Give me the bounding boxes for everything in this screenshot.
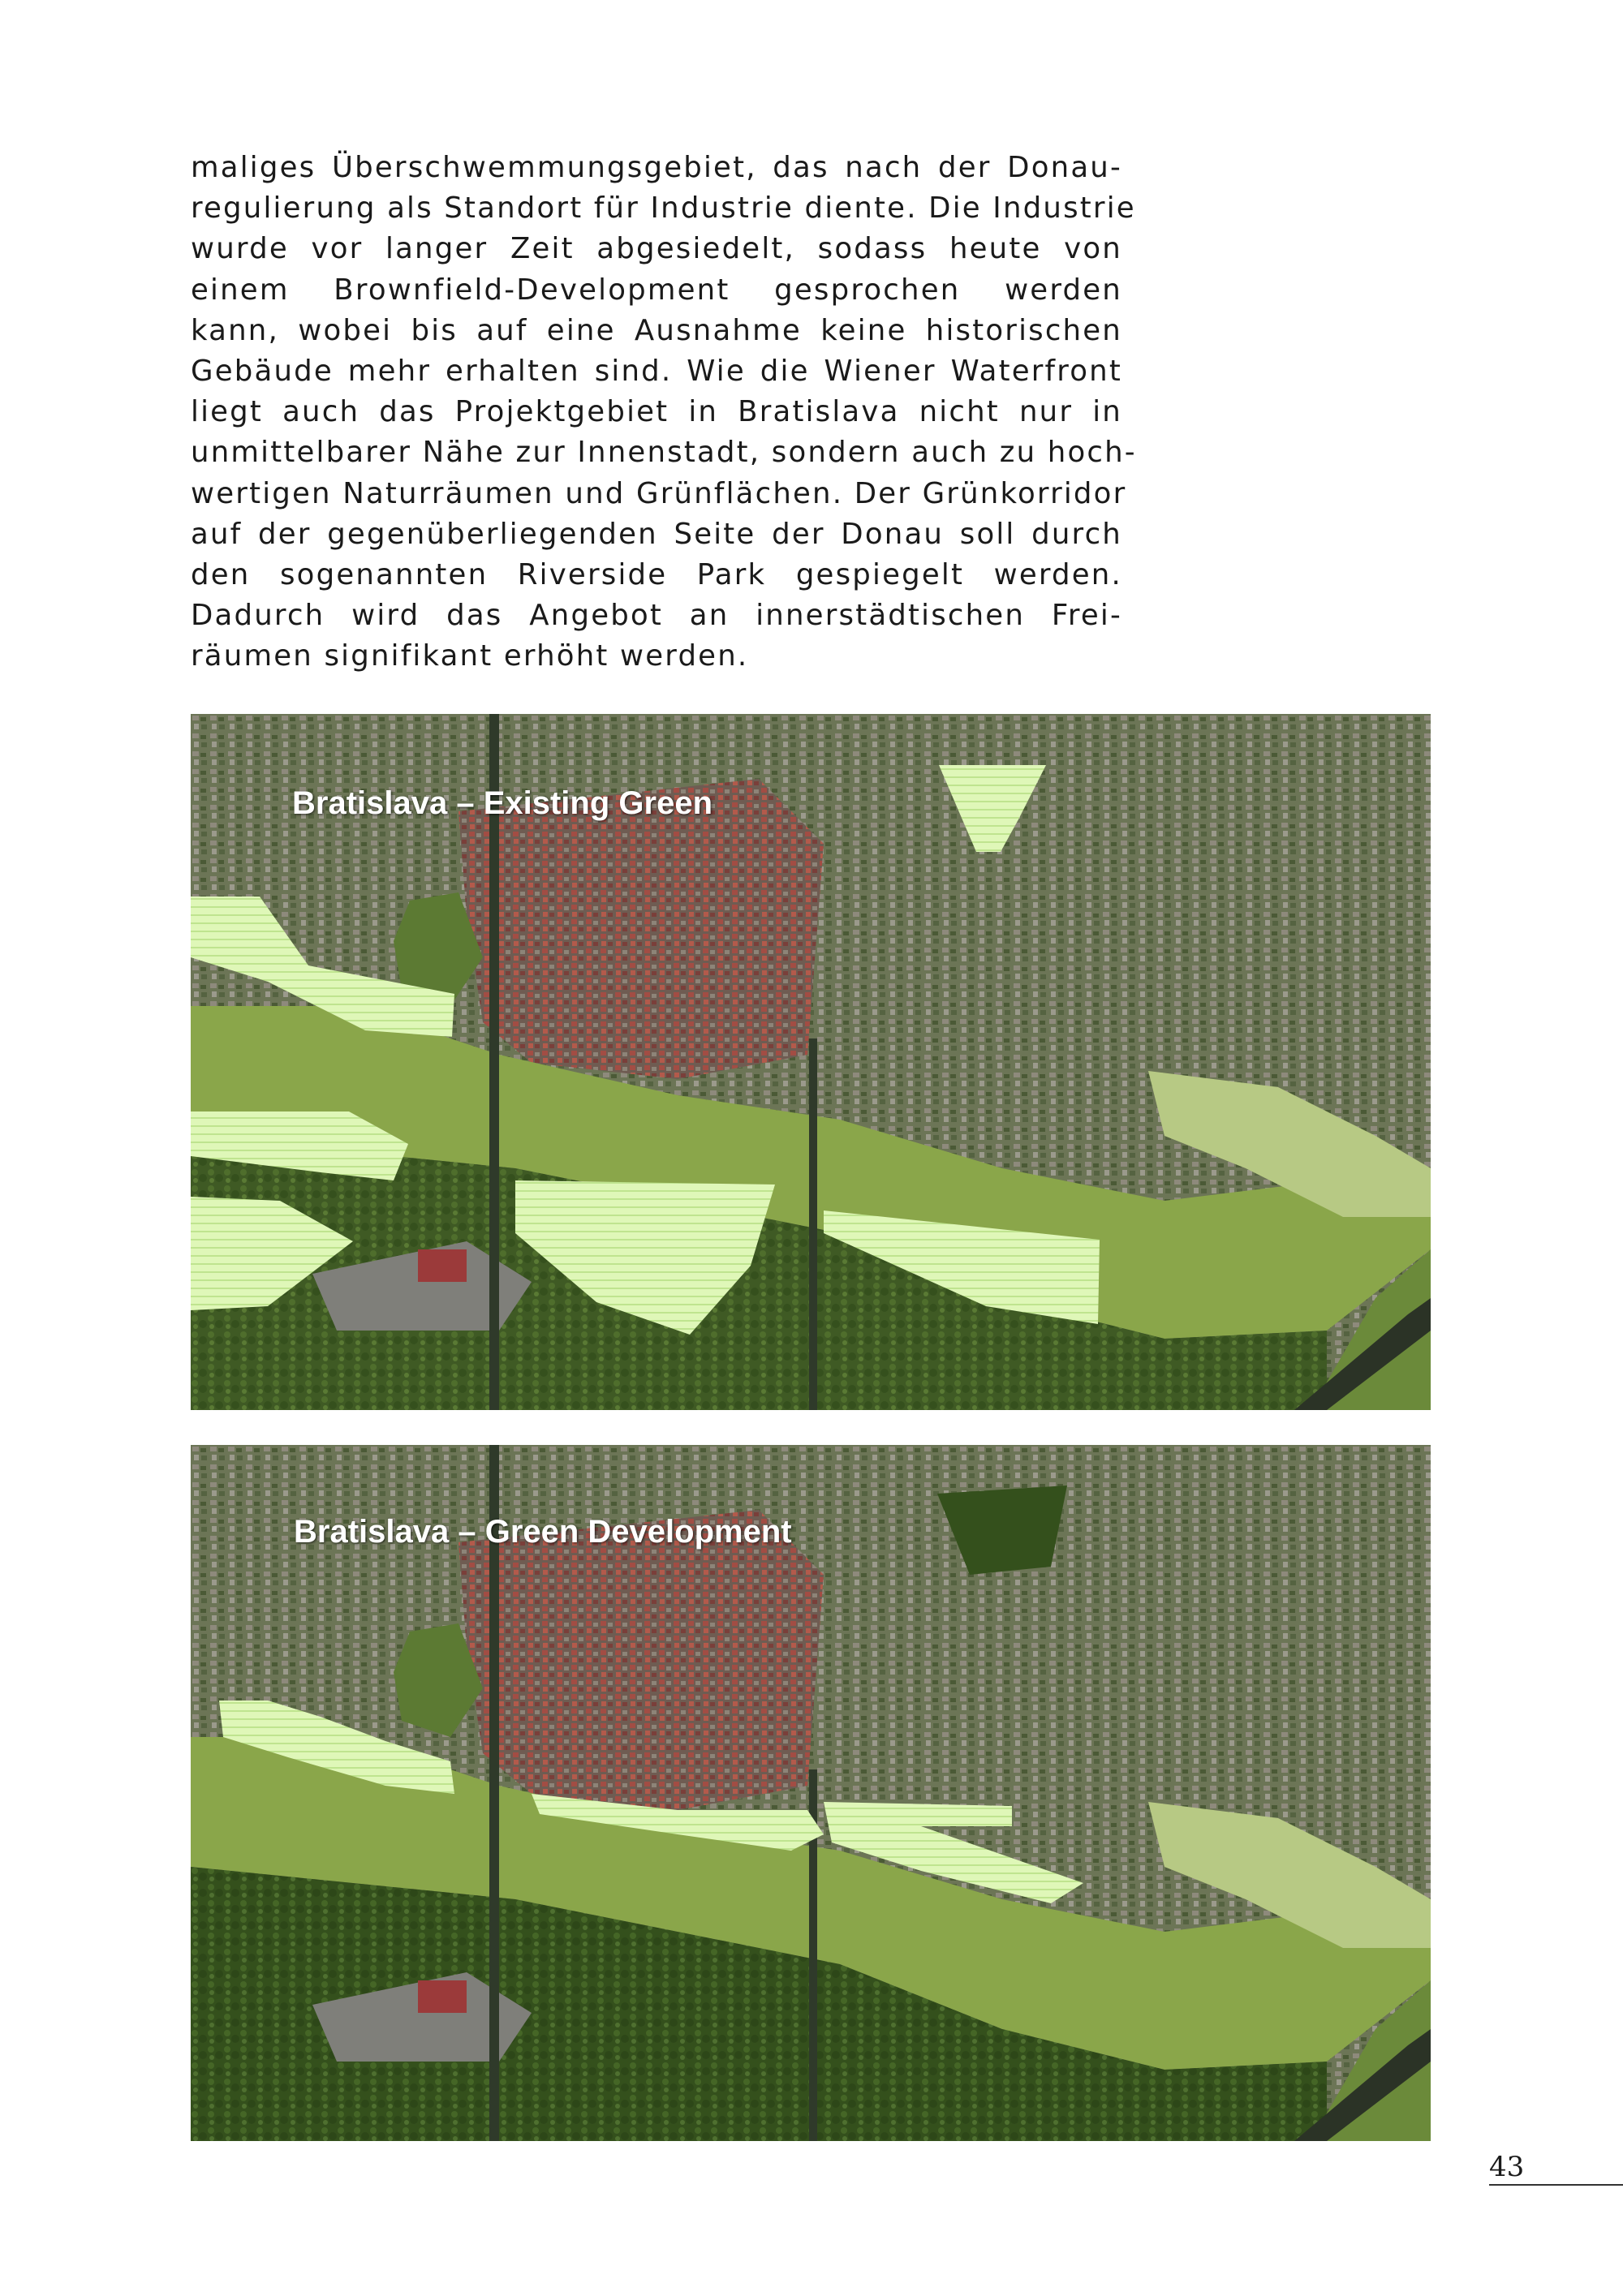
text-line: kann, wobei bis auf eine Ausnahme keine historischen	[191, 313, 1122, 347]
text-line: den sogenannten Riverside Park gespiegelt werden.	[191, 558, 1122, 592]
text-line: auf der gegenüberliegenden Seite der Donau soll durch	[191, 517, 1122, 551]
text-line: Dadurch wird das Angebot an innerstädtischen Frei-	[191, 599, 1122, 633]
text-line: räumen signifikant erhöht werden.	[191, 639, 749, 673]
page-number: 43	[1489, 2151, 1525, 2183]
map-title: Bratislava – Green Development	[294, 1514, 792, 1550]
text-line: einem Brownfield-Development gesprochen werden	[191, 273, 1122, 307]
text-line: Gebäude mehr erhalten sind. Wie die Wiener Waterfront	[191, 355, 1122, 389]
body-text	[191, 148, 1137, 677]
page-number-rule	[1489, 2184, 1623, 2186]
aerial-map-existing-green	[191, 714, 1431, 1410]
aerial-map-green-development	[191, 1445, 1431, 2141]
text-line: liegt auch das Projektgebiet in Bratislava nicht nur in	[191, 395, 1122, 429]
text-line: wertigen Naturräumen und Grünflächen. Der Grünkorridor	[191, 476, 1127, 510]
text-line: maliges Überschwemmungsgebiet, das nach der Donau-	[191, 151, 1122, 184]
text-line: regulierung als Standort für Industrie diente. Die Industrie	[191, 191, 1136, 226]
map-title: Bratislava – Existing Green	[292, 785, 713, 821]
text-line: unmittelbarer Nähe zur Innenstadt, sondern auch zu hoch-	[191, 436, 1137, 470]
text-line: wurde vor langer Zeit abgesiedelt, sodass heute von	[191, 232, 1122, 266]
